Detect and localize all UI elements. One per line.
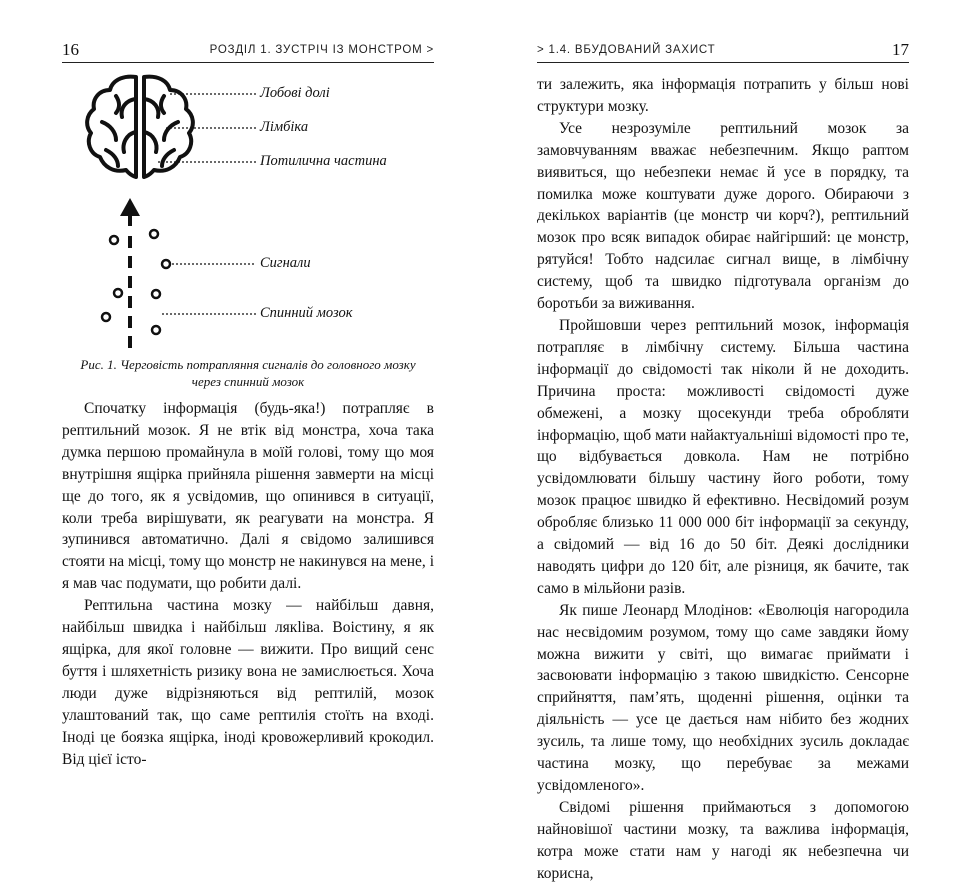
paragraph: ти залежить, яка інформація потрапить у більш нові структури мозку. bbox=[537, 76, 909, 115]
left-page-header bbox=[62, 40, 434, 63]
left-page bbox=[0, 0, 485, 768]
caption-line: Рис. 1. Черговість потрапляння сигналів до головного мозку bbox=[80, 357, 416, 372]
running-head: РОЗДІЛ 1. ЗУСТРІЧ ІЗ МОНСТРОМ > bbox=[209, 44, 434, 56]
caption-line: через спинний мозок bbox=[191, 374, 305, 389]
paragraph: Свідомі рішення приймаються з допомогою найновішої частини мозку, та важлива інформація, котра може стати нам у нагоді як небезпечна чи корисна, bbox=[537, 798, 909, 882]
right-body-text bbox=[537, 74, 909, 885]
label-occipital: Потилична частина bbox=[260, 153, 387, 169]
paragraph: Пройшовши через рептильний мозок, інформація потрапляє в лімбічну систему. Більша частина інформації до свідомості так ніколи й не доходить. Причина проста: можливості свідомості дуже обмежені, а мозку щосекунди треба обробляти інформацію, щоб мати найактуальніші відомості про те, що відбувається довкола. Нам не потрібно усвідомлювати більшу частину його роботи, тому мозок працює швидко й ефективно. Несвідомий розум обробляє близько 11 000 000 біт інформації за секунду, а свідомий — від 16 до 50 біт. Деякі дослідники наводять цифри до 120 біт, але різниця, як бачите, так само в мільйони разів. bbox=[537, 316, 909, 597]
right-page-header bbox=[537, 40, 909, 63]
brain-icon bbox=[87, 77, 193, 177]
label-frontal-lobes: Лобові долі bbox=[260, 85, 330, 101]
figure-drawing bbox=[62, 74, 434, 356]
paragraph: Усе незрозуміле рептильний мозок за замовчуванням вважає небезпечним. Якщо раптом виявиться, що небезпеки немає й усе в порядку, та помилка може коштувати дуже дорого. Обираючи з декількох варіантів (це монстр чи корч?), рептильний мозок про всяк випадок обирає найгірший: це монстр, рятуйся! Тобто надсилає сигнал вище, в лімбічну систему, щоб та швидко підготувала організм до боротьби за виживання. bbox=[537, 119, 909, 313]
running-head: > 1.4. ВБУДОВАНИЙ ЗАХИСТ bbox=[537, 44, 716, 56]
right-page bbox=[485, 0, 970, 882]
brain-signal-figure bbox=[62, 74, 434, 356]
paragraph: Спочатку інформація (будь-яка!) потрапляє в рептильний мозок. Я не втік від монстра, хоча така думка першою промайнула в моїй голові, тому що моя внутрішня ящірка прийняла рішення завмерти на місці ще до того, як я усвідомив, що опинився в ситуації, коли треба вирішувати, як реагувати на монстра. Я зупинився автоматично. Далі я свідомо залишився стояти на місці, тому що монстр не накинувся на мене, і я мав час подумати, що робити далі. bbox=[62, 400, 434, 593]
paragraph: Як пише Леонард Млодінов: «Еволюція нагородила нас несвідомим розумом, тому що саме завдяки йому можна вижити у світі, що вимагає приймати і засвоювати інформацію з такою швидкістю. Сенсорне сприйняття, пам’ять, щоденні рішення, оцінки та діяльність — усе це дається нам нібито без жодних зусиль, та лише тому, що необхідних зусиль докладає частина мозку, що перебуває за межами усвідомленого». bbox=[537, 601, 909, 794]
arrow-up-icon bbox=[120, 198, 140, 226]
signal-dots bbox=[102, 230, 170, 334]
label-spinal-cord: Спинний мозок bbox=[260, 305, 353, 321]
label-limbic: Лімбіка bbox=[260, 119, 309, 135]
left-body-text bbox=[62, 398, 434, 770]
page-number: 16 bbox=[62, 40, 79, 59]
figure-caption bbox=[62, 356, 434, 390]
label-signals: Сигнали bbox=[260, 255, 311, 271]
paragraph: Рептильна частина мозку — найбільш давня, найбільш швидка і найбільш лякliва. Воістину, я як ящірка, для якої головне — вижити. Про вищий сенс буття і шляхетність ризику вона не замислюється. Хоча люди дуже відрізняються від рептилій, мозок улаштований так, що саме рептилія стоїть на вході. Іноді це боязка ящірка, іноді кровожерливий крокодил. Від цієї істо- bbox=[62, 597, 434, 768]
page-number: 17 bbox=[892, 40, 909, 59]
